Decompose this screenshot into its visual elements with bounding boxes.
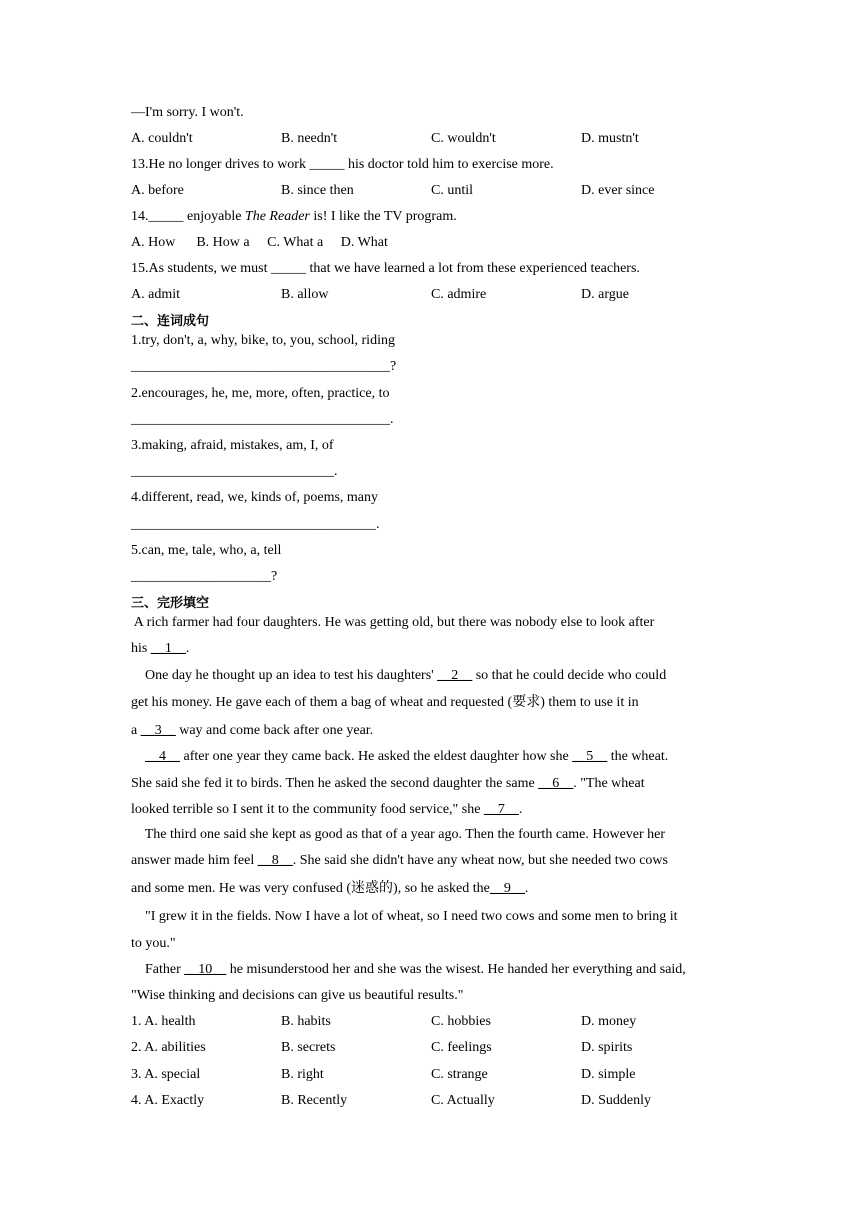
question-15: 15.As students, we must _____ that we have learned a lot from these experienced teachers. xyxy=(131,261,640,276)
option-c: C. wouldn't xyxy=(431,131,496,146)
text: . xyxy=(518,802,523,817)
passage-line: "Wise thinking and decisions can give us beautiful results." xyxy=(131,988,464,1003)
text: She said she fed it to birds. Then he asked the second daughter the same xyxy=(131,776,539,791)
option-d: D. ever since xyxy=(581,183,655,198)
cloze-blank-8: __8__ xyxy=(257,853,293,868)
q14-text-post: is! I like the TV program. xyxy=(309,209,457,224)
cloze-blank-2: __2__ xyxy=(437,668,473,683)
s2-item-5-blank: ____________________? xyxy=(131,569,278,584)
passage-line xyxy=(131,640,189,658)
dialogue-line: —I'm sorry. I won't. xyxy=(131,105,244,120)
option-c: C. strange xyxy=(431,1067,488,1082)
text: so that he could decide who could xyxy=(472,668,667,683)
passage-line xyxy=(131,748,668,766)
s2-item-2-blank: _____________________________________. xyxy=(131,412,394,427)
text xyxy=(131,749,145,764)
cloze-blank-1: __1__ xyxy=(150,641,186,656)
text: . "The wheat xyxy=(573,776,645,791)
section-3-heading: 三、完形填空 xyxy=(131,596,210,611)
option-d: D. Suddenly xyxy=(581,1093,651,1108)
text: One day he thought up an idea to test his daughters' xyxy=(131,668,438,683)
option-a: A. couldn't xyxy=(131,131,193,146)
passage-line xyxy=(131,722,373,740)
passage-line xyxy=(131,852,668,870)
option-a: A. admit xyxy=(131,287,180,302)
question-14 xyxy=(131,208,457,226)
text: . She said she didn't have any wheat now, but she needed two cows xyxy=(292,853,668,868)
text: a xyxy=(131,723,141,738)
s2-item-4-blank: ___________________________________. xyxy=(131,517,380,532)
passage-line xyxy=(131,880,528,898)
text: and some men. He was very confused (迷惑的), so he asked the xyxy=(131,881,490,896)
option-c: C. admire xyxy=(431,287,487,302)
option-a: A. before xyxy=(131,183,184,198)
text: way and come back after one year. xyxy=(175,723,374,738)
passage-line xyxy=(131,775,645,793)
option-b: B. secrets xyxy=(281,1040,336,1055)
option-c: C. until xyxy=(431,183,474,198)
option-d: D. argue xyxy=(581,287,629,302)
option-a: 1. A. health xyxy=(131,1014,196,1029)
text: Father xyxy=(131,962,185,977)
s2-item-1-words: 1.try, don't, a, why, bike, to, you, school, riding xyxy=(131,333,395,348)
option-d: D. spirits xyxy=(581,1040,633,1055)
s2-item-3-blank: _____________________________. xyxy=(131,464,338,479)
option-b: B. Recently xyxy=(281,1093,348,1108)
cloze-blank-3: __3__ xyxy=(140,723,176,738)
s2-item-1-blank: _____________________________________? xyxy=(131,359,397,374)
passage-line: get his money. He gave each of them a bag of wheat and requested (要求) them to use it in xyxy=(131,695,639,710)
text: after one year they came back. He asked the eldest daughter how she xyxy=(180,749,573,764)
option-b: B. allow xyxy=(281,287,329,302)
passage-line xyxy=(131,961,686,979)
passage-line: The third one said she kept as good as that of a year ago. Then the fourth came. However her xyxy=(131,827,666,842)
option-a: 2. A. abilities xyxy=(131,1040,206,1055)
text: his xyxy=(131,641,151,656)
passage-line: "I grew it in the fields. Now I have a lot of wheat, so I need two cows and some men to bring it xyxy=(131,909,678,924)
option-b: B. right xyxy=(281,1067,324,1082)
passage-line: A rich farmer had four daughters. He was getting old, but there was nobody else to look after xyxy=(131,615,655,630)
text: answer made him feel xyxy=(131,853,258,868)
q14-text-pre: 14._____ enjoyable xyxy=(131,209,245,224)
question-13: 13.He no longer drives to work _____ his doctor told him to exercise more. xyxy=(131,157,554,172)
option-c: C. hobbies xyxy=(431,1014,491,1029)
section-2-heading: 二、连词成句 xyxy=(131,314,210,329)
passage-line xyxy=(131,801,522,819)
s2-item-5-words: 5.can, me, tale, who, a, tell xyxy=(131,543,282,558)
option-c: C. feelings xyxy=(431,1040,492,1055)
cloze-blank-9: __9__ xyxy=(489,881,525,896)
text: . xyxy=(524,881,529,896)
s2-item-2-words: 2.encourages, he, me, more, often, practice, to xyxy=(131,386,390,401)
option-d: D. mustn't xyxy=(581,131,639,146)
q14-options: A. How B. How a C. What a D. What xyxy=(131,235,388,250)
option-a: 3. A. special xyxy=(131,1067,201,1082)
s2-item-3-words: 3.making, afraid, mistakes, am, I, of xyxy=(131,438,334,453)
cloze-blank-10: __10__ xyxy=(184,962,227,977)
cloze-blank-6: __6__ xyxy=(538,776,574,791)
option-b: B. since then xyxy=(281,183,354,198)
text: he misunderstood her and she was the wisest. He handed her everything and said, xyxy=(226,962,686,977)
option-b: B. habits xyxy=(281,1014,331,1029)
option-b: B. needn't xyxy=(281,131,338,146)
cloze-blank-5: __5__ xyxy=(572,749,608,764)
passage-line: to you." xyxy=(131,936,176,951)
text: . xyxy=(185,641,190,656)
text: the wheat. xyxy=(607,749,669,764)
text: looked terrible so I sent it to the community food service," she xyxy=(131,802,484,817)
option-d: D. simple xyxy=(581,1067,636,1082)
cloze-blank-4: __4__ xyxy=(145,749,180,764)
cloze-blank-7: __7__ xyxy=(483,802,519,817)
option-d: D. money xyxy=(581,1014,637,1029)
passage-line xyxy=(131,667,666,685)
s2-item-4-words: 4.different, read, we, kinds of, poems, many xyxy=(131,490,379,505)
q14-program-title: The Reader xyxy=(244,209,310,224)
option-c: C. Actually xyxy=(431,1093,495,1108)
option-a: 4. A. Exactly xyxy=(131,1093,205,1108)
